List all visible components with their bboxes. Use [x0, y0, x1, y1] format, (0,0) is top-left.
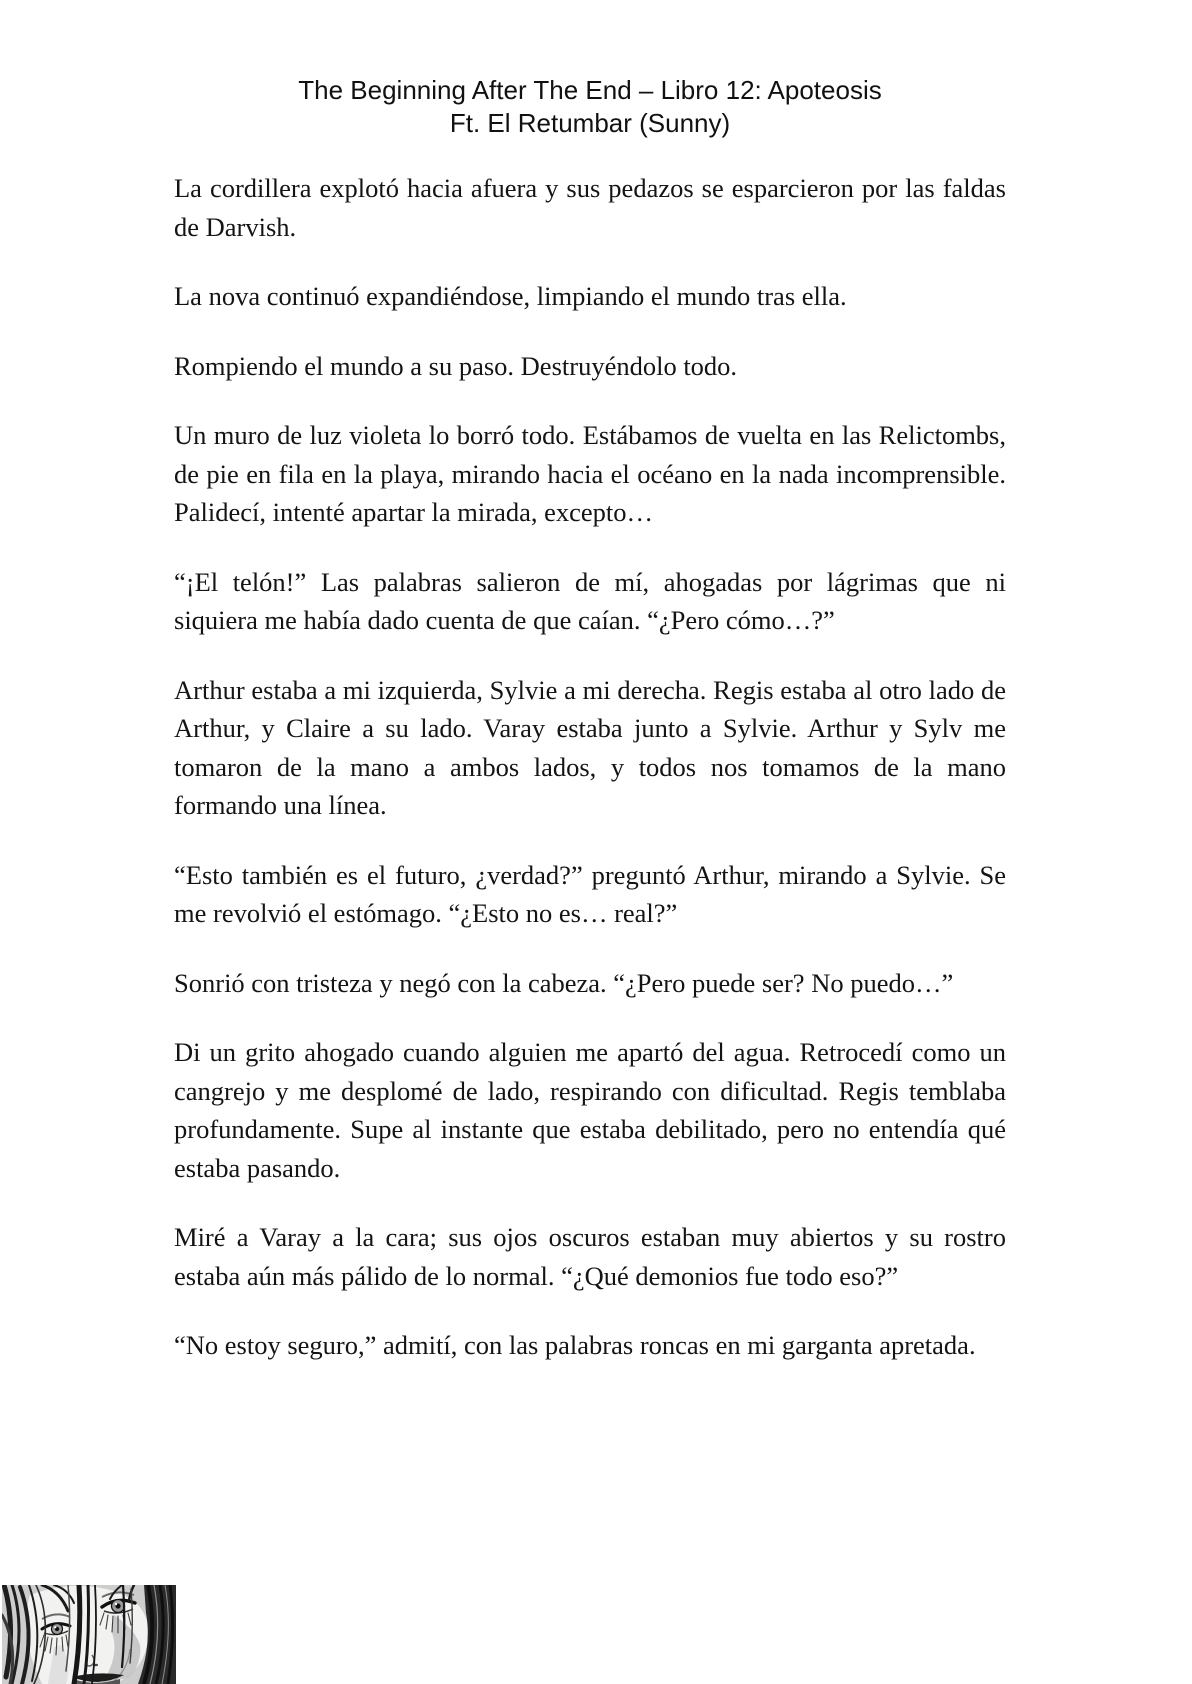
- story-body: [174, 169, 1006, 1365]
- story-paragraph: “No estoy seguro,” admití, con las palabras roncas en mi garganta apretada.: [174, 1330, 976, 1360]
- story-paragraph: Un muro de luz violeta lo borró todo. Estábamos de vuelta en las Relictombs, de pie en fila en la playa, mirando hacia el océano en la nada incomprensible. Palidecí, intenté apartar la mirada, excepto…: [174, 420, 1006, 527]
- document-title: The Beginning After The End – Libro 12: Apoteosis: [298, 75, 882, 105]
- manga-face-image: [2, 1585, 176, 1684]
- document-subtitle: Ft. El Retumbar (Sunny): [449, 108, 731, 138]
- story-paragraph: Miré a Varay a la cara; sus ojos oscuros estaban muy abiertos y su rostro estaba aún más pálido de lo normal. “¿Qué demonios fue todo eso?”: [174, 1222, 1006, 1291]
- story-paragraph: Arthur estaba a mi izquierda, Sylvie a mi derecha. Regis estaba al otro lado de Arthur, y Claire a su lado. Varay estaba junto a Sylvie. Arthur y Sylv me tomaron de la mano a ambos lados, y todos nos tomamos de la mano formando una línea.: [174, 674, 1006, 820]
- story-paragraph: Sonrió con tristeza y negó con la cabeza. “¿Pero puede ser? No puedo…”: [174, 967, 954, 998]
- story-paragraph: “¡El telón!” Las palabras salieron de mí, ahogadas por lágrimas que ni siquiera me había dado cuenta de que caían. “¿Pero cómo…?”: [174, 566, 1006, 635]
- story-paragraph: La cordillera explotó hacia afuera y sus pedazos se esparcieron por las faldas de Darvish.: [174, 173, 1006, 242]
- story-paragraph: “Esto también es el futuro, ¿verdad?” preguntó Arthur, mirando a Sylvie. Se me revolvió el estómago. “¿Esto no es… real?”: [174, 859, 1006, 928]
- story-paragraph: Di un grito ahogado cuando alguien me apartó del agua. Retrocedí como un cangrejo y me desplomé de lado, respirando con dificultad. Regis temblaba profundamente. Supe al instante que estaba debilitado, pero no entendía qué estaba pasando.: [174, 1037, 1006, 1183]
- manga-face-illustration: [2, 1585, 176, 1684]
- story-paragraph: Rompiendo el mundo a su paso. Destruyéndolo todo.: [174, 350, 738, 381]
- document-header: [170, 0, 1010, 140]
- story-paragraph: La nova continuó expandiéndose, limpiando el mundo tras ella.: [174, 281, 847, 311]
